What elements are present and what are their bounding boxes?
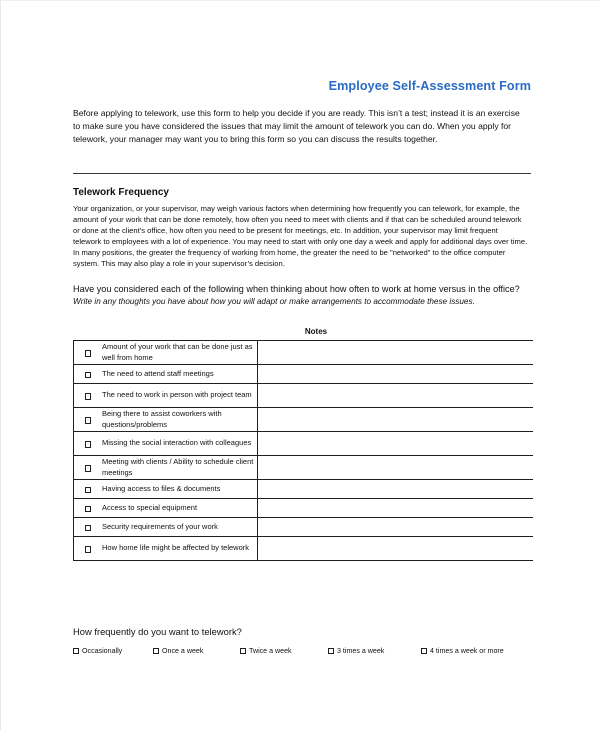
checkbox-icon[interactable] [85, 441, 92, 448]
checkbox-icon[interactable] [85, 506, 92, 513]
frequency-question-label: How frequently do you want to telework? [73, 626, 242, 637]
checkbox-icon[interactable] [85, 487, 92, 494]
table-row [74, 408, 534, 432]
notes-input-cell[interactable] [258, 480, 534, 499]
table-row [74, 365, 534, 384]
consideration-checkbox-cell[interactable] [74, 518, 103, 537]
checkbox-icon[interactable] [421, 648, 427, 654]
frequency-option[interactable] [328, 647, 384, 655]
section-heading-telework-frequency: Telework Frequency [73, 187, 169, 198]
table-row [74, 480, 534, 499]
table-row [74, 341, 534, 365]
notes-input-cell[interactable] [258, 432, 534, 456]
checkbox-icon[interactable] [328, 648, 334, 654]
checkbox-icon[interactable] [153, 648, 159, 654]
consideration-label: Missing the social interaction with colleagues [102, 432, 258, 456]
checkbox-icon[interactable] [85, 350, 92, 357]
table-row [74, 432, 534, 456]
consideration-checkbox-cell[interactable] [74, 432, 103, 456]
frequency-option[interactable] [73, 647, 122, 655]
consideration-label: Being there to assist coworkers with questions/problems [102, 408, 258, 432]
telework-frequency-paragraph: Your organization, or your supervisor, may weigh various factors when determining how frequently you can telework, for example, the amount of your work that can be done remotely, how often you need to meet with clients and if that can be scheduled around telework or done at the client’s office, how often you need to be present for meetings, etc. In addition, your supervisor may limit frequent telework to employees with a lot of experience. You may need to start with only one day a week and apply for additional days over time. In many positions, the greater the frequency of working from home, the greater the need to be "networked" to the office computer system. This may also play a role in your supervisor’s decision. [73, 204, 528, 268]
consideration-question [73, 283, 528, 309]
consideration-question-italic: Write in any thoughts you have about how you will adapt or make arrangements to accommodate these issues. [73, 297, 475, 307]
consideration-checkbox-cell[interactable] [74, 341, 103, 365]
consideration-checkbox-cell[interactable] [74, 480, 103, 499]
checkbox-icon[interactable] [85, 465, 92, 472]
consideration-label: Meeting with clients / Ability to schedule client meetings [102, 456, 258, 480]
frequency-options-group [73, 647, 531, 661]
notes-column-header: Notes [304, 327, 328, 336]
notes-input-cell[interactable] [258, 384, 534, 408]
checkbox-icon[interactable] [85, 546, 92, 553]
consideration-label: Amount of your work that can be done just as well from home [102, 341, 258, 365]
checkbox-icon[interactable] [85, 525, 92, 532]
checkbox-icon[interactable] [85, 372, 92, 379]
notes-input-cell[interactable] [258, 537, 534, 561]
considerations-table [73, 340, 533, 561]
frequency-option[interactable] [421, 647, 504, 655]
consideration-checkbox-cell[interactable] [74, 384, 103, 408]
frequency-option-label: 3 times a week [337, 647, 385, 655]
notes-input-cell[interactable] [258, 365, 534, 384]
frequency-option[interactable] [240, 647, 292, 655]
consideration-question-bold: Have you considered each of the following when thinking about how often to work at home versus in the office? [73, 284, 520, 294]
notes-input-cell[interactable] [258, 518, 534, 537]
notes-input-cell[interactable] [258, 408, 534, 432]
notes-input-cell[interactable] [258, 341, 534, 365]
table-row [74, 518, 534, 537]
consideration-label: Having access to files & documents [102, 480, 258, 499]
frequency-option-label: 4 times a week or more [430, 647, 504, 655]
consideration-checkbox-cell[interactable] [74, 456, 103, 480]
frequency-option-label: Twice a week [249, 647, 292, 655]
consideration-checkbox-cell[interactable] [74, 408, 103, 432]
consideration-label: Access to special equipment [102, 499, 258, 518]
consideration-checkbox-cell[interactable] [74, 537, 103, 561]
page-title: Employee Self-Assessment Form [328, 79, 531, 93]
checkbox-icon[interactable] [85, 417, 92, 424]
consideration-label: Security requirements of your work [102, 518, 258, 537]
consideration-checkbox-cell[interactable] [74, 499, 103, 518]
frequency-option-label: Once a week [162, 647, 204, 655]
checkbox-icon[interactable] [73, 648, 79, 654]
notes-input-cell[interactable] [258, 456, 534, 480]
checkbox-icon[interactable] [85, 393, 92, 400]
notes-input-cell[interactable] [258, 499, 534, 518]
checkbox-icon[interactable] [240, 648, 246, 654]
table-row [74, 456, 534, 480]
frequency-option-label: Occasionally [82, 647, 123, 655]
section-divider [73, 173, 531, 174]
table-row [74, 537, 534, 561]
consideration-label: The need to work in person with project team [102, 384, 258, 408]
table-row [74, 384, 534, 408]
consideration-label: How home life might be affected by telework [102, 537, 258, 561]
consideration-checkbox-cell[interactable] [74, 365, 103, 384]
frequency-option[interactable] [153, 647, 203, 655]
intro-paragraph: Before applying to telework, use this form to help you decide if you are ready. This isn’t a test; instead it is an exercise to make sure you have considered the issues that may limit the amount of telework you can do. When you apply for telework, your manager may want you to bring this form so you can discuss the results together. [73, 108, 520, 145]
consideration-label: The need to attend staff meetings [102, 365, 258, 384]
table-row [74, 499, 534, 518]
